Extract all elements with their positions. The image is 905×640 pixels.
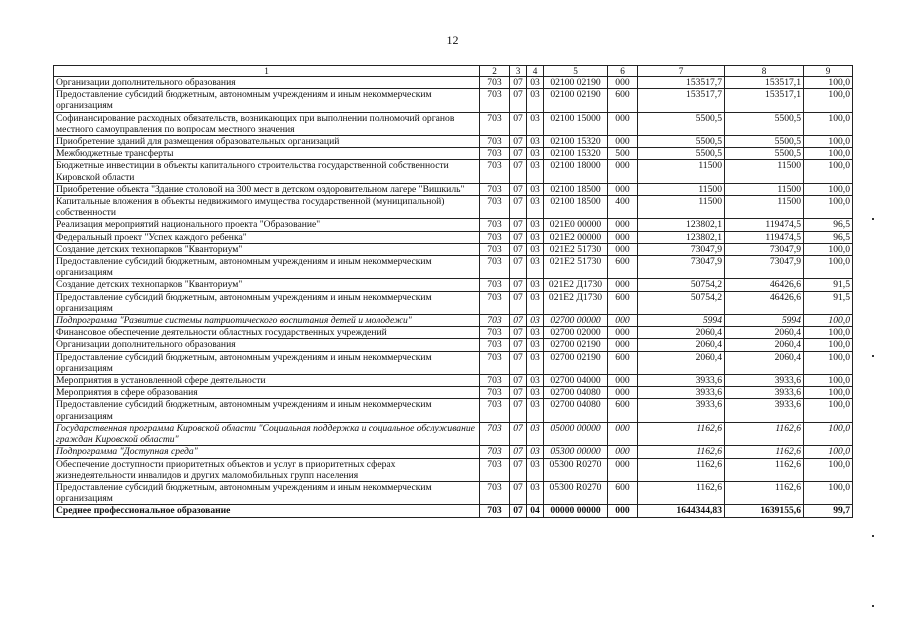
code-cell: 000 (608, 231, 638, 243)
table-row (54, 112, 853, 135)
code-cell: 703 (480, 256, 510, 279)
table-row (54, 183, 853, 195)
code-cell: 03 (527, 279, 544, 291)
table-row (54, 160, 853, 183)
code-cell: 03 (527, 256, 544, 279)
column-header: 7 (638, 66, 725, 77)
code-cell: 03 (527, 422, 544, 445)
code-cell: 07 (510, 231, 527, 243)
code-cell: 703 (480, 422, 510, 445)
code-cell: 703 (480, 327, 510, 339)
code-cell: 600 (608, 89, 638, 112)
amount-cell: 11500 (638, 160, 725, 183)
percent-cell: 99,7 (804, 505, 853, 517)
code-cell: 03 (527, 136, 544, 148)
code-cell: 703 (480, 160, 510, 183)
code-cell: 07 (510, 89, 527, 112)
code-cell: 03 (527, 183, 544, 195)
code-cell: 03 (527, 243, 544, 255)
row-name-cell: Предоставление субсидий бюджетным, автономным учреждениям и иным некоммерческим организациям (54, 256, 480, 279)
code-cell: 07 (510, 136, 527, 148)
amount-cell: 11500 (638, 196, 725, 219)
percent-cell: 100,0 (804, 89, 853, 112)
code-cell: 07 (510, 196, 527, 219)
amount-cell: 1162,6 (638, 481, 725, 504)
table-row (54, 256, 853, 279)
column-header: 2 (480, 66, 510, 77)
code-cell: 07 (510, 77, 527, 89)
percent-cell: 100,0 (804, 160, 853, 183)
code-cell: 000 (608, 279, 638, 291)
code-cell: 07 (510, 148, 527, 160)
code-cell: 000 (608, 375, 638, 387)
amount-cell: 5500,5 (725, 112, 804, 135)
code-cell: 000 (608, 339, 638, 351)
table-row (54, 291, 853, 314)
table-row (54, 481, 853, 504)
page-number: 12 (446, 33, 459, 47)
code-cell: 07 (510, 422, 527, 445)
amount-cell: 119474,5 (725, 231, 804, 243)
amount-cell: 1162,6 (638, 446, 725, 458)
table-row (54, 315, 853, 327)
row-name-cell: Капитальные вложения в объекты недвижимого имущества государственной (муниципальной) собственности (54, 196, 480, 219)
row-name-cell: Приобретение объекта "Здание столовой на 300 мест в детском оздоровительном лагере "Вишкиль" (54, 183, 480, 195)
percent-cell: 100,0 (804, 399, 853, 422)
code-cell: 02100 18500 (544, 183, 608, 195)
row-name-cell: Мероприятия в установленной сфере деятельности (54, 375, 480, 387)
amount-cell: 153517,1 (725, 77, 804, 89)
table-row (54, 339, 853, 351)
amount-cell: 73047,9 (638, 243, 725, 255)
code-cell: 703 (480, 399, 510, 422)
code-cell: 703 (480, 291, 510, 314)
amount-cell: 3933,6 (725, 387, 804, 399)
code-cell: 02700 02190 (544, 339, 608, 351)
row-name-cell: Мероприятия в сфере образования (54, 387, 480, 399)
amount-cell: 153517,7 (638, 89, 725, 112)
code-cell: 07 (510, 458, 527, 481)
code-cell: 703 (480, 231, 510, 243)
percent-cell: 100,0 (804, 148, 853, 160)
column-header: 5 (544, 66, 608, 77)
amount-cell: 3933,6 (725, 375, 804, 387)
amount-cell: 46426,6 (725, 279, 804, 291)
code-cell: 703 (480, 196, 510, 219)
code-cell: 02100 15320 (544, 148, 608, 160)
code-cell: 400 (608, 196, 638, 219)
code-cell: 07 (510, 219, 527, 231)
percent-cell: 100,0 (804, 256, 853, 279)
amount-cell: 11500 (725, 160, 804, 183)
amount-cell: 1162,6 (725, 446, 804, 458)
code-cell: 03 (527, 458, 544, 481)
percent-cell: 100,0 (804, 387, 853, 399)
percent-cell: 100,0 (804, 77, 853, 89)
code-cell: 03 (527, 481, 544, 504)
amount-cell: 1162,6 (725, 458, 804, 481)
percent-cell: 96,5 (804, 219, 853, 231)
amount-cell: 3933,6 (638, 387, 725, 399)
percent-cell: 100,0 (804, 458, 853, 481)
column-header: 1 (54, 66, 480, 77)
code-cell: 05000 00000 (544, 422, 608, 445)
code-cell: 07 (510, 339, 527, 351)
table-row (54, 446, 853, 458)
percent-cell: 91,5 (804, 291, 853, 314)
code-cell: 07 (510, 505, 527, 517)
code-cell: 000 (608, 422, 638, 445)
code-cell: 703 (480, 77, 510, 89)
code-cell: 05300 R0270 (544, 481, 608, 504)
amount-cell: 119474,5 (725, 219, 804, 231)
code-cell: 07 (510, 183, 527, 195)
table-row (54, 243, 853, 255)
code-cell: 03 (527, 196, 544, 219)
code-cell: 000 (608, 77, 638, 89)
amount-cell: 5500,5 (725, 136, 804, 148)
amount-cell: 11500 (725, 183, 804, 195)
row-name-cell: Межбюджетные трансферты (54, 148, 480, 160)
code-cell: 07 (510, 256, 527, 279)
amount-cell: 1162,6 (725, 481, 804, 504)
amount-cell: 2060,4 (725, 339, 804, 351)
code-cell: 03 (527, 77, 544, 89)
code-cell: 703 (480, 315, 510, 327)
amount-cell: 11500 (725, 196, 804, 219)
code-cell: 03 (527, 291, 544, 314)
code-cell: 000 (608, 219, 638, 231)
row-name-cell: Предоставление субсидий бюджетным, автономным учреждениям и иным некоммерческим организациям (54, 89, 480, 112)
row-name-cell: Софинансирование расходных обязательств, возникающих при выполнении полномочий органов местного самоуправления по вопросам местного значения (54, 112, 480, 135)
table-row (54, 458, 853, 481)
row-name-cell: Обеспечение доступности приоритетных объектов и услуг в приоритетных сферах жизнедеятельности инвалидов и других маломобильных групп населения (54, 458, 480, 481)
row-name-cell: Государственная программа Кировской области "Социальная поддержка и социальное обслуживание граждан Кировской области" (54, 422, 480, 445)
percent-cell: 100,0 (804, 375, 853, 387)
table-row (54, 351, 853, 374)
code-cell: 02100 02190 (544, 89, 608, 112)
table-row (54, 89, 853, 112)
code-cell: 000 (608, 183, 638, 195)
code-cell: 703 (480, 112, 510, 135)
percent-cell: 100,0 (804, 339, 853, 351)
row-name-cell: Финансовое обеспечение деятельности областных государственных учреждений (54, 327, 480, 339)
margin-mark (872, 605, 874, 607)
code-cell: 703 (480, 279, 510, 291)
code-cell: 703 (480, 89, 510, 112)
code-cell: 03 (527, 399, 544, 422)
row-name-cell: Организации дополнительного образования (54, 339, 480, 351)
amount-cell: 5994 (638, 315, 725, 327)
row-name-cell: Создание детских технопарков "Кванториум" (54, 243, 480, 255)
amount-cell: 153517,7 (638, 77, 725, 89)
code-cell: 02100 18000 (544, 160, 608, 183)
code-cell: 021E2 51730 (544, 256, 608, 279)
code-cell: 05300 R0270 (544, 458, 608, 481)
table-header-row (54, 66, 853, 77)
code-cell: 02100 15000 (544, 112, 608, 135)
budget-table (53, 65, 853, 518)
code-cell: 000 (608, 243, 638, 255)
row-name-cell: Реализация мероприятий национального проекта "Образование" (54, 219, 480, 231)
amount-cell: 1162,6 (725, 422, 804, 445)
code-cell: 703 (480, 458, 510, 481)
table-row (54, 148, 853, 160)
row-name-cell: Создание детских технопарков "Кванториум" (54, 279, 480, 291)
code-cell: 03 (527, 89, 544, 112)
code-cell: 07 (510, 375, 527, 387)
table-row (54, 422, 853, 445)
code-cell: 02100 02190 (544, 77, 608, 89)
table-row (54, 231, 853, 243)
code-cell: 000 (608, 315, 638, 327)
table-row (54, 387, 853, 399)
amount-cell: 73047,9 (638, 256, 725, 279)
code-cell: 03 (527, 446, 544, 458)
amount-cell: 50754,2 (638, 291, 725, 314)
amount-cell: 153517,1 (725, 89, 804, 112)
code-cell: 07 (510, 387, 527, 399)
amount-cell: 2060,4 (638, 351, 725, 374)
amount-cell: 5500,5 (725, 148, 804, 160)
code-cell: 03 (527, 160, 544, 183)
code-cell: 07 (510, 243, 527, 255)
code-cell: 07 (510, 327, 527, 339)
amount-cell: 2060,4 (725, 351, 804, 374)
row-name-cell: Подпрограмма "Развитие системы патриотического воспитания детей и молодежи" (54, 315, 480, 327)
table-row (54, 77, 853, 89)
code-cell: 000 (608, 387, 638, 399)
code-cell: 07 (510, 399, 527, 422)
row-name-cell: Федеральный проект "Успех каждого ребенка" (54, 231, 480, 243)
percent-cell: 100,0 (804, 351, 853, 374)
code-cell: 703 (480, 387, 510, 399)
code-cell: 703 (480, 339, 510, 351)
code-cell: 600 (608, 399, 638, 422)
code-cell: 07 (510, 315, 527, 327)
code-cell: 03 (527, 231, 544, 243)
code-cell: 03 (527, 327, 544, 339)
amount-cell: 3933,6 (638, 399, 725, 422)
code-cell: 02100 18500 (544, 196, 608, 219)
code-cell: 000 (608, 160, 638, 183)
code-cell: 600 (608, 481, 638, 504)
amount-cell: 3933,6 (725, 399, 804, 422)
code-cell: 07 (510, 160, 527, 183)
code-cell: 021E0 00000 (544, 219, 608, 231)
row-name-cell: Подпрограмма "Доступная среда" (54, 446, 480, 458)
code-cell: 07 (510, 112, 527, 135)
code-cell: 703 (480, 183, 510, 195)
code-cell: 07 (510, 291, 527, 314)
margin-mark (872, 535, 874, 537)
amount-cell: 46426,6 (725, 291, 804, 314)
code-cell: 03 (527, 112, 544, 135)
code-cell: 07 (510, 279, 527, 291)
code-cell: 000 (608, 505, 638, 517)
percent-cell: 100,0 (804, 422, 853, 445)
table-row (54, 136, 853, 148)
table-row (54, 327, 853, 339)
row-name-cell: Среднее профессиональное образование (54, 505, 480, 517)
margin-mark (872, 218, 874, 220)
code-cell: 03 (527, 351, 544, 374)
code-cell: 02700 02190 (544, 351, 608, 374)
amount-cell: 1162,6 (638, 458, 725, 481)
code-cell: 02700 02000 (544, 327, 608, 339)
row-name-cell: Бюджетные инвестиции в объекты капитального строительства государственной собственности Кировской области (54, 160, 480, 183)
percent-cell: 100,0 (804, 446, 853, 458)
table-row (54, 375, 853, 387)
column-header: 9 (804, 66, 853, 77)
row-name-cell: Предоставление субсидий бюджетным, автономным учреждениям и иным некоммерческим организациям (54, 351, 480, 374)
percent-cell: 96,5 (804, 231, 853, 243)
code-cell: 703 (480, 351, 510, 374)
amount-cell: 5994 (725, 315, 804, 327)
code-cell: 02700 04080 (544, 387, 608, 399)
amount-cell: 2060,4 (638, 327, 725, 339)
code-cell: 000 (608, 458, 638, 481)
amount-cell: 50754,2 (638, 279, 725, 291)
column-header: 6 (608, 66, 638, 77)
code-cell: 05300 00000 (544, 446, 608, 458)
code-cell: 04 (527, 505, 544, 517)
code-cell: 03 (527, 219, 544, 231)
code-cell: 600 (608, 351, 638, 374)
code-cell: 703 (480, 243, 510, 255)
table-row (54, 399, 853, 422)
column-header: 3 (510, 66, 527, 77)
amount-cell: 3933,6 (638, 375, 725, 387)
amount-cell: 5500,5 (638, 136, 725, 148)
column-header: 4 (527, 66, 544, 77)
table-row (54, 219, 853, 231)
code-cell: 000 (608, 136, 638, 148)
percent-cell: 91,5 (804, 279, 853, 291)
code-cell: 07 (510, 481, 527, 504)
percent-cell: 100,0 (804, 243, 853, 255)
code-cell: 07 (510, 446, 527, 458)
code-cell: 02700 00000 (544, 315, 608, 327)
code-cell: 600 (608, 256, 638, 279)
code-cell: 021E2 51730 (544, 243, 608, 255)
percent-cell: 100,0 (804, 196, 853, 219)
row-name-cell: Предоставление субсидий бюджетным, автономным учреждениям и иным некоммерческим организациям (54, 481, 480, 504)
code-cell: 03 (527, 375, 544, 387)
amount-cell: 5500,5 (638, 112, 725, 135)
table-row (54, 196, 853, 219)
code-cell: 703 (480, 446, 510, 458)
code-cell: 03 (527, 148, 544, 160)
code-cell: 021E2 Д1730 (544, 279, 608, 291)
code-cell: 021E2 00000 (544, 231, 608, 243)
amount-cell: 1644344,83 (638, 505, 725, 517)
percent-cell: 100,0 (804, 112, 853, 135)
code-cell: 07 (510, 351, 527, 374)
code-cell: 02700 04080 (544, 399, 608, 422)
code-cell: 02700 04000 (544, 375, 608, 387)
amount-cell: 123802,1 (638, 231, 725, 243)
code-cell: 703 (480, 148, 510, 160)
code-cell: 03 (527, 339, 544, 351)
table-row (54, 505, 853, 517)
code-cell: 703 (480, 505, 510, 517)
percent-cell: 100,0 (804, 327, 853, 339)
code-cell: 02100 15320 (544, 136, 608, 148)
percent-cell: 100,0 (804, 315, 853, 327)
row-name-cell: Приобретение зданий для размещения образовательных организаций (54, 136, 480, 148)
percent-cell: 100,0 (804, 136, 853, 148)
column-header: 8 (725, 66, 804, 77)
amount-cell: 73047,9 (725, 256, 804, 279)
code-cell: 000 (608, 327, 638, 339)
row-name-cell: Организации дополнительного образования (54, 77, 480, 89)
amount-cell: 2060,4 (725, 327, 804, 339)
percent-cell: 100,0 (804, 183, 853, 195)
row-name-cell: Предоставление субсидий бюджетным, автономным учреждениям и иным некоммерческим организациям (54, 399, 480, 422)
code-cell: 600 (608, 291, 638, 314)
code-cell: 03 (527, 315, 544, 327)
amount-cell: 1162,6 (638, 422, 725, 445)
percent-cell: 100,0 (804, 481, 853, 504)
code-cell: 03 (527, 387, 544, 399)
row-name-cell: Предоставление субсидий бюджетным, автономным учреждениям и иным некоммерческим организациям (54, 291, 480, 314)
code-cell: 703 (480, 481, 510, 504)
code-cell: 500 (608, 148, 638, 160)
code-cell: 021E2 Д1730 (544, 291, 608, 314)
code-cell: 00000 00000 (544, 505, 608, 517)
amount-cell: 2060,4 (638, 339, 725, 351)
amount-cell: 123802,1 (638, 219, 725, 231)
code-cell: 703 (480, 136, 510, 148)
amount-cell: 1639155,6 (725, 505, 804, 517)
amount-cell: 73047,9 (725, 243, 804, 255)
amount-cell: 5500,5 (638, 148, 725, 160)
table-row (54, 279, 853, 291)
code-cell: 000 (608, 446, 638, 458)
code-cell: 000 (608, 112, 638, 135)
code-cell: 703 (480, 219, 510, 231)
margin-mark (872, 355, 874, 357)
amount-cell: 11500 (638, 183, 725, 195)
code-cell: 703 (480, 375, 510, 387)
